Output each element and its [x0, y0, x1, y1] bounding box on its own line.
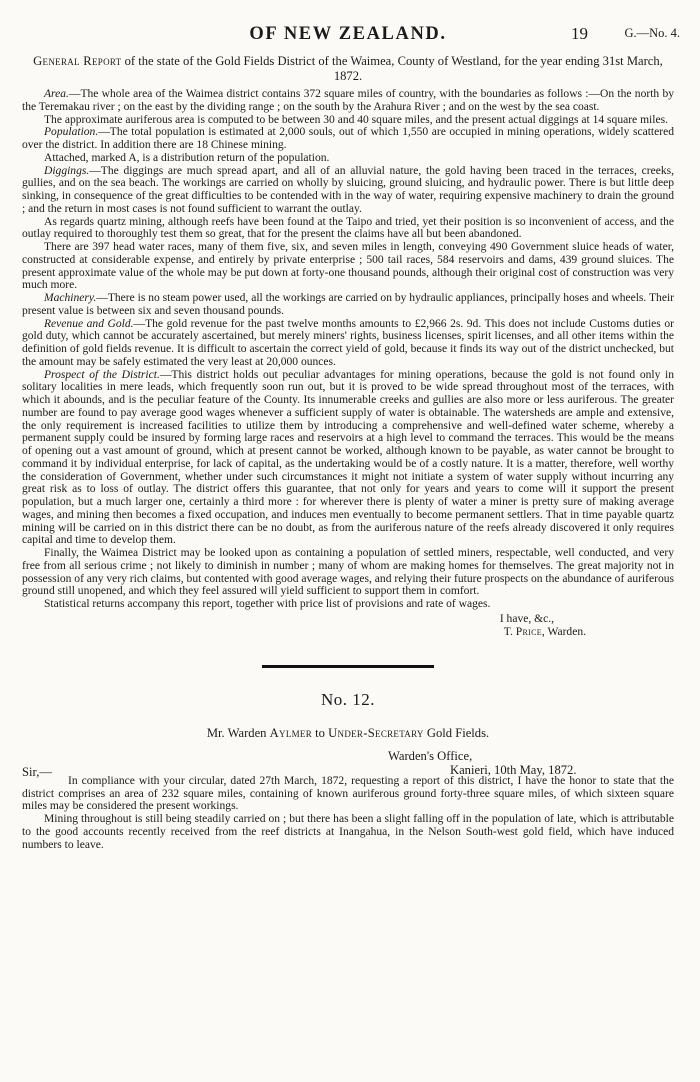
report-body	[22, 88, 674, 611]
paragraph-heading: Machinery.	[44, 292, 97, 304]
signature-initial: T.	[503, 625, 516, 638]
paragraph-machinery	[22, 292, 674, 318]
paragraph-text: There are 397 head water races, many of them five, six, and seven miles in length, conveying 490 Government sluice heads of water, constructed at considerable expense, and entirely by private enterprise ; 500 tail races, 584 reservoirs and dams, 439 ground sluices. The present approximate value of the whole may be put down at forty-one thousand pounds, although their original cost of construction was very much more.	[22, 241, 674, 292]
paragraph-text: Attached, marked A, is a distribution return of the population.	[44, 151, 330, 164]
paragraph-heading: Revenue and Gold.	[44, 317, 134, 330]
paragraph-text: Finally, the Waimea District may be looked upon as containing a population of settled miners, respectable, well conducted, and very free from all serious crime ; not likely to diminish in number ; many of whom are making homes for themselves. The great majority not in possession of any very rich claims, but contented with good average wages, and relying their future prospects on the abundance of auriferous ground still unopened, and which they feel assured will yield sufficient to support them in comfort.	[22, 547, 674, 598]
paragraph-heading: Population.	[44, 126, 99, 139]
signature-title: , Warden.	[541, 625, 586, 638]
paragraph-prospect	[22, 369, 674, 548]
letter-heading	[22, 748, 674, 779]
paragraph-heading: Area.	[44, 88, 69, 100]
paragraph-diggings	[22, 165, 674, 216]
address-to: Under-Secretary	[328, 725, 424, 740]
paragraph-auriferous-area	[22, 114, 674, 127]
letter-paragraph: Mining throughout is still being steadily carried on ; but there has been a slight falling off in the population of late, which is attributable to the good accounts recently received from the reef districts at Inangahua, in the Nelson South-west gold field, which have induced numbers to leave.	[22, 813, 674, 851]
paragraph-heading: Diggings.	[44, 164, 90, 177]
letter-number: No. 12.	[320, 689, 376, 709]
office-line: Warden's Office,	[388, 748, 473, 763]
section-divider	[262, 665, 434, 668]
paragraph-revenue-and-gold	[22, 318, 674, 369]
paragraph-finally	[22, 547, 674, 598]
report-title-smallcaps: General Report	[33, 54, 122, 68]
paragraph-area	[22, 88, 674, 114]
document-page	[22, 0, 680, 851]
signature-name: Price	[515, 625, 542, 638]
salutation: Sir,—	[22, 764, 52, 779]
paragraph-text: The approximate auriferous area is computed to be between 30 and 40 square miles, and the present actual diggings at 14 square miles.	[44, 113, 668, 126]
paragraph-quartz-mining	[22, 216, 674, 242]
closing-line: I have, &c.,	[499, 612, 554, 625]
paragraph-heading: Prospect of the District.	[44, 368, 160, 381]
address-post: Gold Fields.	[423, 725, 490, 740]
paragraph-text: —This district holds out peculiar advantages for mining operations, because the gold is not found only in solitary localities in mere leads, which frequently soon run out, but it is proved to be wide spread throughout most of the terraces, with which it abounds, and is the peculiar feature of the County. Its innumerable creeks and gullies are also more or less auriferous. The greater number are found to pay average good wages whenever a sufficient supply of water is obtainable. The watersheds are ample and extensive, the only requirement is increased facilities to utilize them by introducing a comprehensive and well-defined water scheme, whereby a permanent supply could be insured by forming large races and reservoirs at a high level to command the terraces. This would be the means of opening out a vast amount of ground, which at present cannot be worked, although known to be payable, as water cannot be brought to command it by individual enterprise, for lack of capital, as the undertaking would be of a costly nature. It is a matter, therefore, well worthy the consideration of Government, whether under such circumstances it might not initiate a system of water supply without incurring any great risk as to loss of outlay. The district offers this guarantee, that not only for years and years to come will it support the present population, but a much larger one, certainly a third more : for wherever there is plenty of water a miner is pretty sure of making average wages, and mining then becomes a fixed occupation, and induces men eventually to become permanent settlers. That in time payable quartz mining will be carried on in this district there can be no doubt, as from the auriferous nature of the reefs already discovered it only requires capital and time to develop them.	[22, 368, 674, 547]
place-date-line: Kanieri, 10th May, 1872.	[450, 762, 577, 777]
paragraph-text: —The whole area of the Waimea district contains 372 square miles of country, with the boundaries as follows :—On the north by the Teremakau river ; on the east by the dividing range ; on the south by the Arahura River ; and on the west by the sea coast.	[22, 88, 674, 113]
paragraph-text: —The diggings are much spread apart, and all of an alluvial nature, the gold having been traced in the terraces, creeks, gullies, and on the sea beach. The workings are carried on wholly by sluicing, ground sluicing, and hydraulic power. There is but little deep sinking, in consequence of the great difficulties to be contended with in the way of water, requiring expensive machinery to drain the ground ; and the return in most cases is not found sufficient to warrant the outlay.	[22, 164, 674, 215]
header-title: OF NEW ZEALAND.	[249, 24, 447, 44]
report-title	[22, 54, 674, 84]
letter-paragraph: In compliance with your circular, dated 27th March, 1872, requesting a report of this district, I have the honor to state that the district comprises an area of 232 square miles, containing of known auriferous ground forty-three square miles, of which sixteen square miles may be considered the present workings.	[22, 774, 674, 813]
paragraph-water-races	[22, 241, 674, 292]
running-header	[22, 0, 680, 46]
report-signature	[22, 613, 674, 639]
address-mid: to	[312, 725, 329, 740]
signature-line	[22, 626, 674, 639]
paragraph-text: As regards quartz mining, although reefs have been found at the Taipo and tried, yet their position is so inconvenient of access, and the outlay required to thoroughly test them so great, that for the present the claims have all but been abandoned.	[22, 215, 674, 241]
paragraph-text: —The total population is estimated at 2,000 souls, out of which 1,550 are occupied in mining operations, widely scattered over the district. In addition there are 18 Chinese mining.	[22, 126, 674, 151]
paragraph-text: Statistical returns accompany this report, together with price list of provisions and rate of wages.	[44, 598, 491, 610]
paragraph-text: —The gold revenue for the past twelve months amounts to £2,966 2s. 9d. This does not include Customs duties or gold duty, which cannot be accurately ascertained, but merely miners' rights, business licenses, spirit licenses, and all other items within the definition of gold fields revenue. It is difficult to ascertain the correct yield of gold, because it finds its way out of the district unchecked, but the amount may be safely estimated the very least at 20,000 ounces.	[22, 317, 674, 368]
page-number: 19	[571, 24, 588, 43]
paragraph-statistical-returns	[22, 598, 674, 611]
paragraph-population	[22, 126, 674, 152]
address-from: Aylmer	[269, 725, 313, 740]
letter-body	[22, 775, 674, 852]
report-title-rest: of the state of the Gold Fields District of the Waimea, County of Westland, for the year ending 31st March, 1872.	[121, 54, 663, 83]
paragraph-distribution-return	[22, 152, 674, 165]
document-reference: G.—No. 4.	[624, 26, 680, 40]
paragraph-text: —There is no steam power used, all the workings are carried on by hydraulic appliances, principally hoses and wheels. Their present value is between six and seven thousand pounds.	[22, 292, 674, 317]
address-pre: Mr. Warden	[206, 725, 270, 740]
letter-address	[22, 726, 674, 741]
